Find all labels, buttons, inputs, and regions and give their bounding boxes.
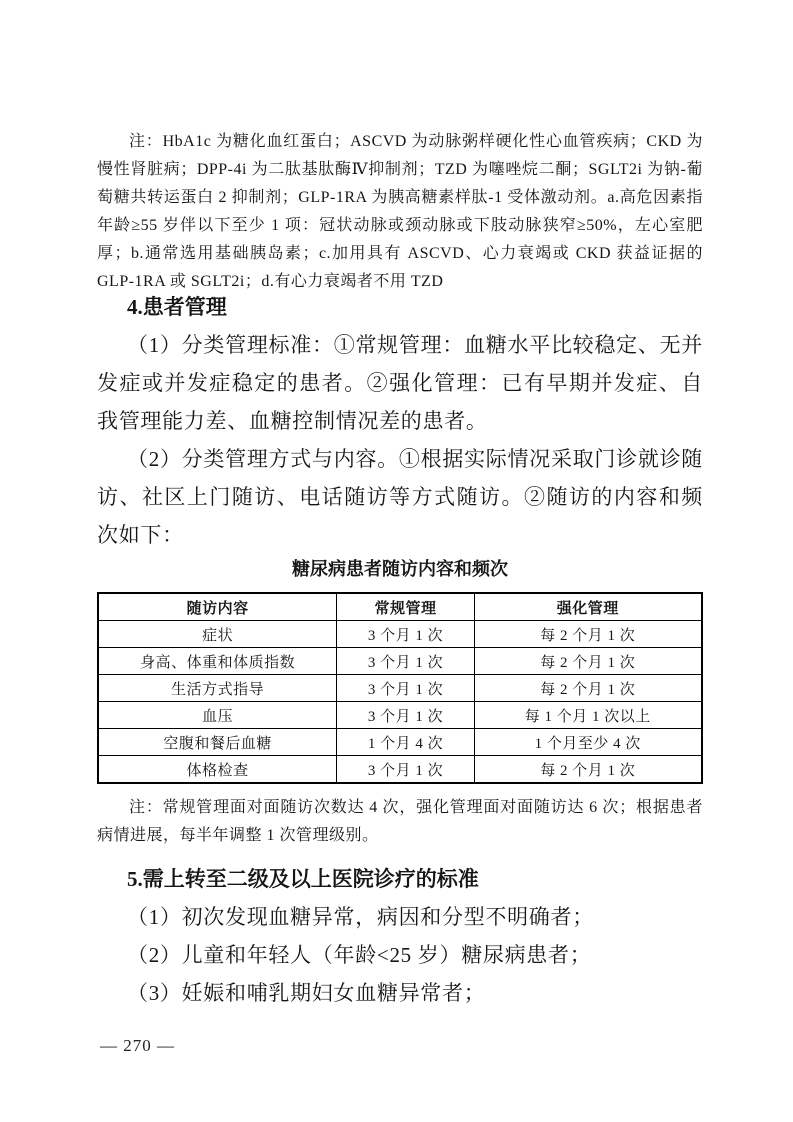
table-cell: 每 2 个月 1 次 bbox=[474, 756, 702, 784]
table-cell: 生活方式指导 bbox=[98, 675, 337, 702]
table-row bbox=[98, 675, 702, 702]
table-cell: 空腹和餐后血糖 bbox=[98, 729, 337, 756]
section-5-heading: 5.需上转至二级及以上医院诊疗的标准 bbox=[127, 867, 479, 891]
table-row bbox=[98, 702, 702, 729]
criteria-item: （1）初次发现血糖异常，病因和分型不明确者； bbox=[127, 905, 594, 929]
section-4-paragraph-2: （2）分类管理方式与内容。①根据实际情况采取门诊就诊随访、社区上门随访、电话随访等方式随访。②随访的内容和频次如下： bbox=[97, 447, 703, 547]
table-cell: 3 个月 1 次 bbox=[337, 675, 474, 702]
page-number: — 270 — bbox=[100, 1036, 175, 1055]
followup-frequency-table bbox=[97, 592, 703, 784]
table-cell: 症状 bbox=[98, 621, 337, 648]
table-cell: 身高、体重和体质指数 bbox=[98, 648, 337, 675]
table-row bbox=[98, 621, 702, 648]
table-cell: 3 个月 1 次 bbox=[337, 702, 474, 729]
section-4-paragraph-1: （1）分类管理标准：①常规管理：血糖水平比较稳定、无并发症或并发症稳定的患者。②强化管理：已有早期并发症、自我管理能力差、血糖控制情况差的患者。 bbox=[97, 333, 703, 433]
table-row bbox=[98, 729, 702, 756]
criteria-item: （2）儿童和年轻人（年龄<25 岁）糖尿病患者； bbox=[127, 943, 592, 967]
table-row bbox=[98, 648, 702, 675]
table-cell: 3 个月 1 次 bbox=[337, 621, 474, 648]
table-body bbox=[98, 621, 702, 784]
criteria-item: （3）妊娠和哺乳期妇女血糖异常者； bbox=[127, 981, 486, 1005]
section-5-items bbox=[97, 898, 703, 1012]
table-row bbox=[98, 756, 702, 784]
table-cell: 3 个月 1 次 bbox=[337, 756, 474, 784]
table-cell: 血压 bbox=[98, 702, 337, 729]
table-header-cell: 常规管理 bbox=[337, 593, 474, 621]
table-header-row bbox=[98, 593, 702, 621]
section-4-heading: 4.患者管理 bbox=[127, 295, 227, 319]
table-cell: 每 2 个月 1 次 bbox=[474, 675, 702, 702]
abbreviation-note: 注：HbA1c 为糖化血红蛋白；ASCVD 为动脉粥样硬化性心血管疾病；CKD 为慢性肾脏病；DPP-4i 为二肽基肽酶Ⅳ抑制剂；TZD 为噻唑烷二酮；SGLT2i 为钠-葡萄糖共转运蛋白 2 抑制剂；GLP-1RA 为胰高糖素样肽-1 受体激动剂。a.高危因素指年龄≥55 岁伴以下至少 1 项：冠状动脉或颈动脉或下肢动脉狭窄≥50%，左心室肥厚；b.通常选用基础胰岛素；c.加用具有 ASCVD、心力衰竭或 CKD 获益证据的 GLP-1RA 或 SGLT2i；d.有心力衰竭者不用 TZD bbox=[97, 133, 703, 290]
followup-table-note: 注：常规管理面对面随访次数达 4 次，强化管理面对面随访达 6 次；根据患者病情进展，每半年调整 1 次管理级别。 bbox=[97, 799, 703, 844]
table-header-cell: 强化管理 bbox=[474, 593, 702, 621]
table-cell: 体格检查 bbox=[98, 756, 337, 784]
table-cell: 1 个月至少 4 次 bbox=[474, 729, 702, 756]
table-cell: 3 个月 1 次 bbox=[337, 648, 474, 675]
table-header-cell: 随访内容 bbox=[98, 593, 337, 621]
followup-table-title: 糖尿病患者随访内容和频次 bbox=[292, 559, 508, 579]
table-cell: 1 个月 4 次 bbox=[337, 729, 474, 756]
table-cell: 每 2 个月 1 次 bbox=[474, 648, 702, 675]
table-cell: 每 1 个月 1 次以上 bbox=[474, 702, 702, 729]
table-cell: 每 2 个月 1 次 bbox=[474, 621, 702, 648]
